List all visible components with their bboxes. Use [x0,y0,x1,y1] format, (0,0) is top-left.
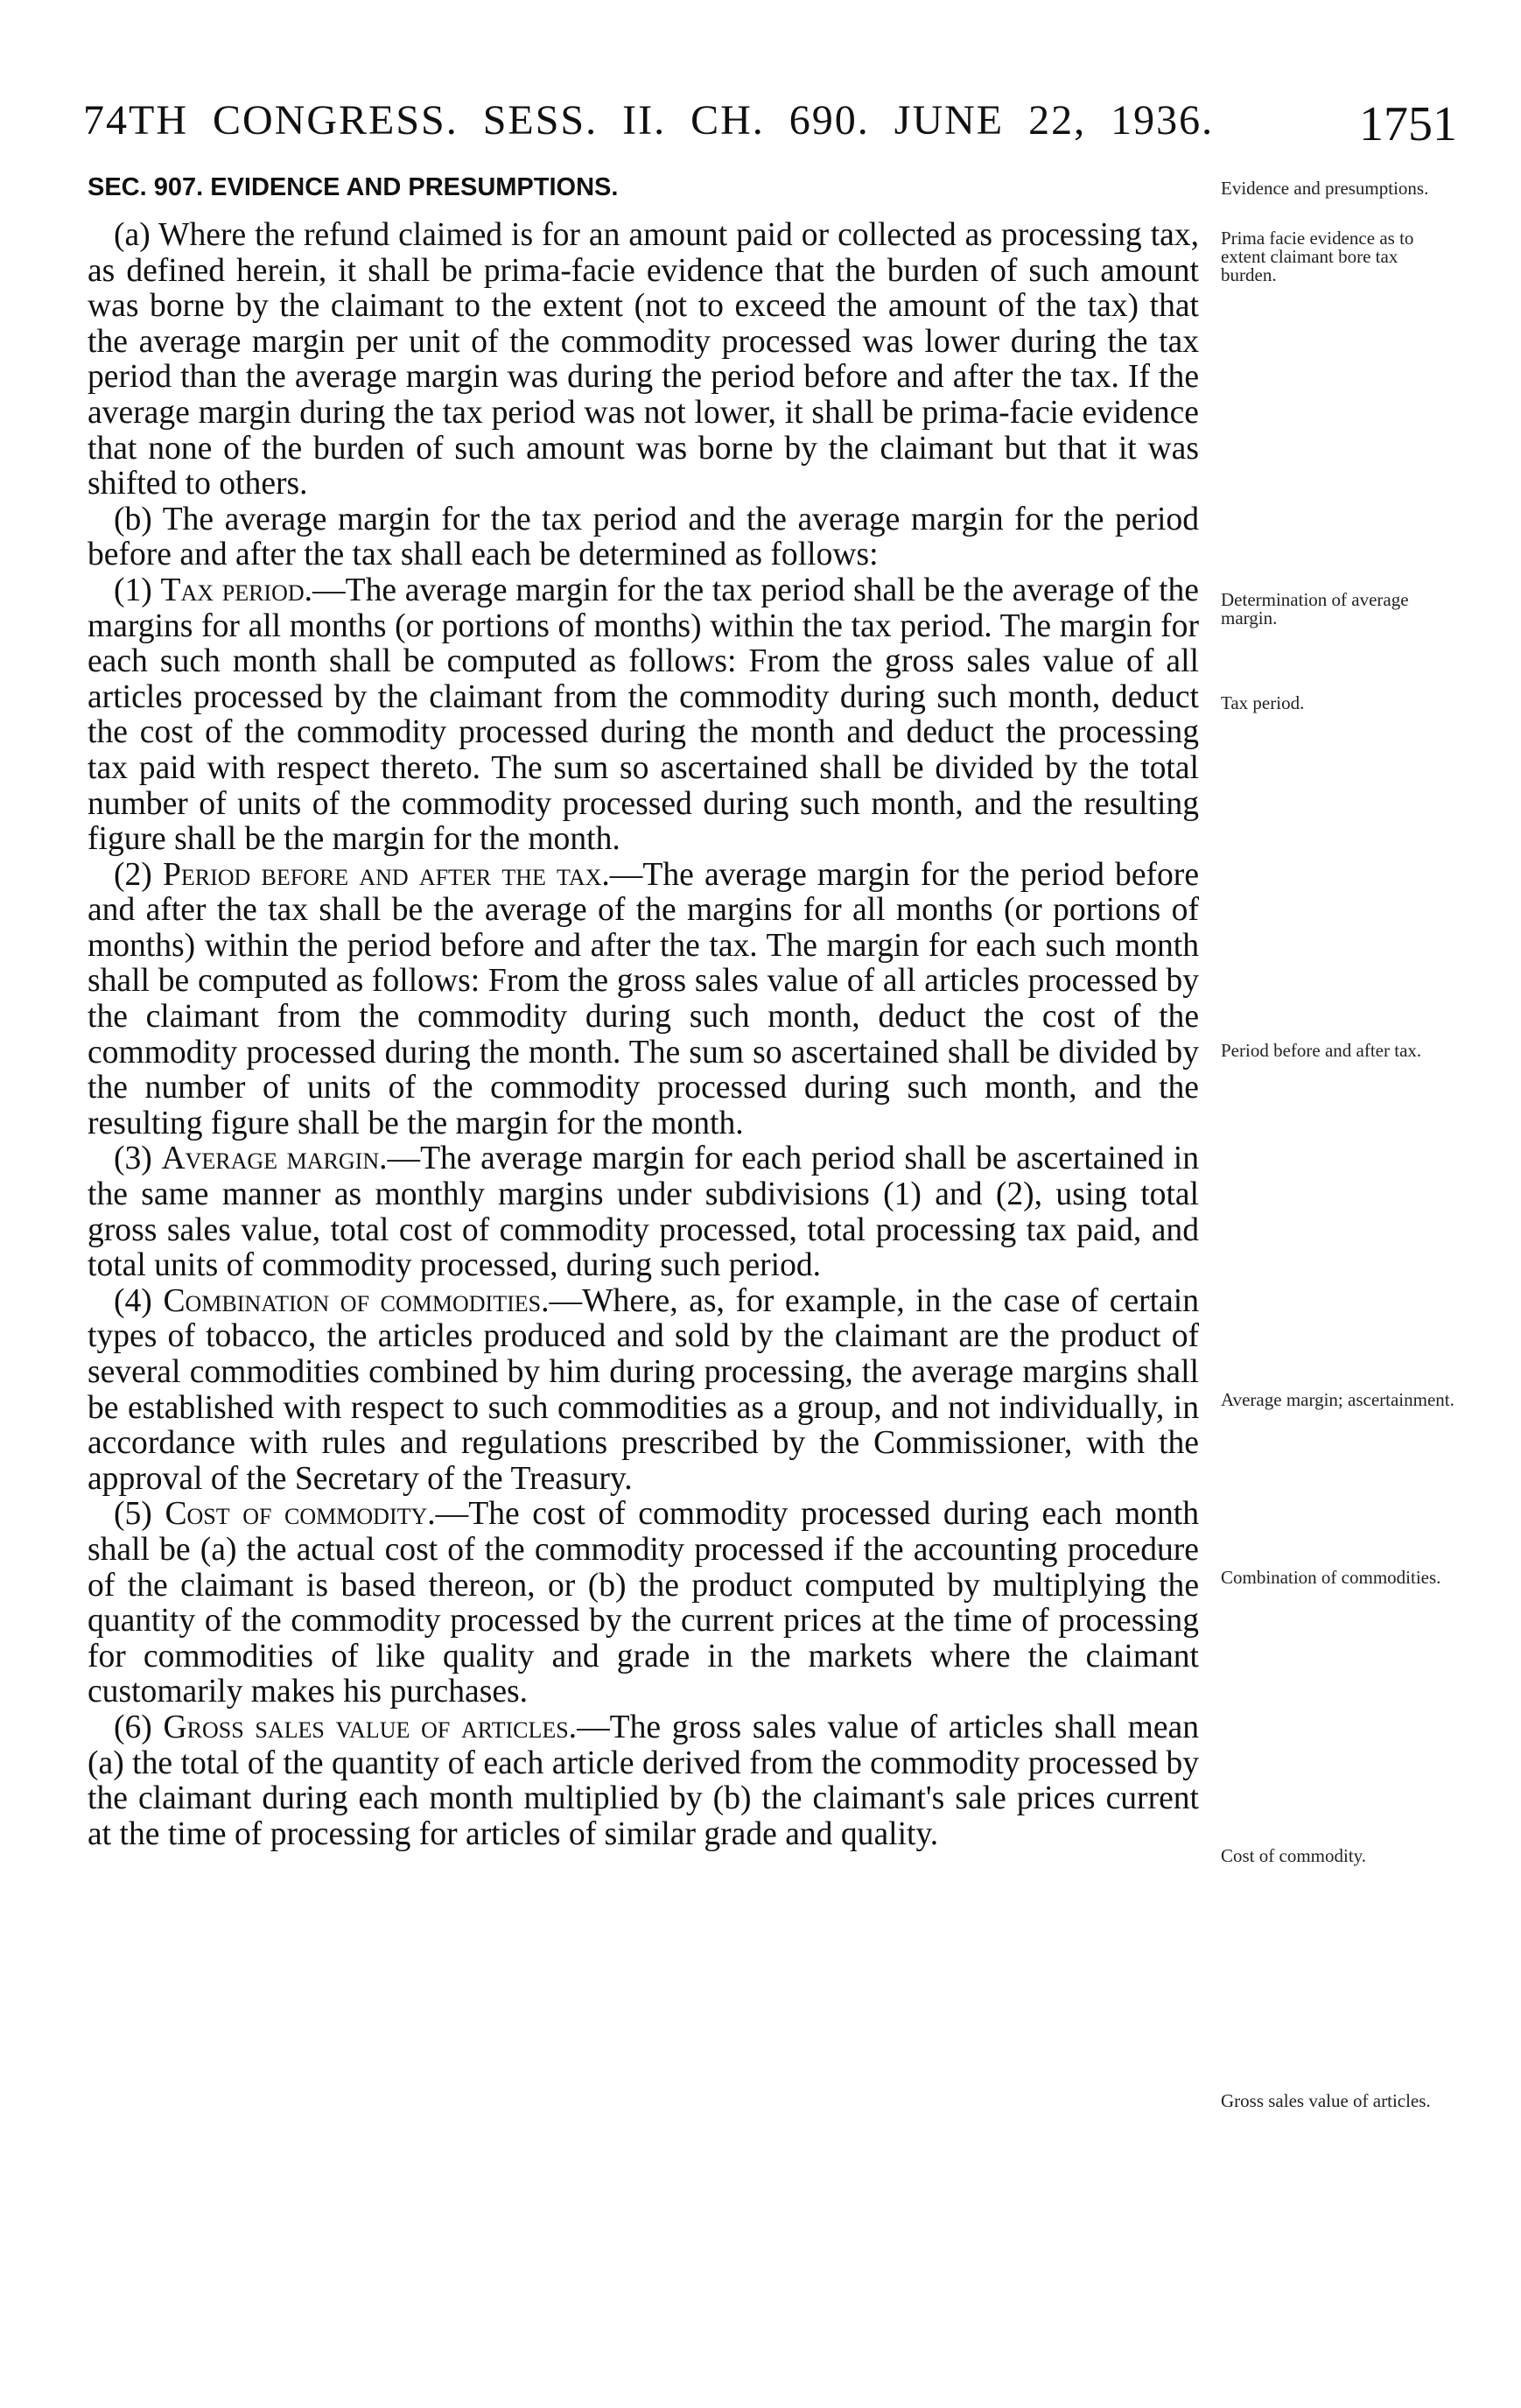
subparagraph-4 [88,1284,1199,1498]
margin-note-cost: Cost of commodity. [1221,1845,1367,1866]
subparagraph-3-number: (3) [114,1141,152,1177]
subparagraph-1-text: —The average margin for the tax period shall be the average of the margins for all months (or portions of months) within the tax period. The margin for each such month shall be computed as follows: From the gross sales value of all articles processed by the claimant from the commodity during such month, deduct the cost of the commodity processed during the month and deduct the processing tax paid with respect thereto. The sum so ascertained shall be divided by the total number of units of the commodity processed during such month, and the resulting figure shall be the margin for the month. [88,572,1199,858]
margin-note-gross-sales: Gross sales value of articles. [1221,2090,1431,2111]
main-text [88,173,1199,1852]
margin-note-determination: Determination of average margin. [1221,589,1409,628]
subparagraph-3-text: —The average margin for each period shall be ascertained in the same manner as monthly margins under subdivisions (1) and (2), using total gross sales value, total cost of commodity processed, total processing tax paid, and total units of commodity processed, during such period. [88,1141,1199,1284]
subparagraph-2-text: —The average margin for the period before and after the tax shall be the average of the margins for all months (or portions of months) within the period before and after the tax. The margin for each such month shall be computed as follows: From the gross sales value of all articles processed by the claimant from the commodity during such month, deduct the cost of the commodity processed during the month. The sum so ascertained shall be divided by the number of units of the commodity processed during such month, and the resulting figure shall be the margin for the month. [88,856,1199,1141]
subparagraph-3-heading: Average margin. [161,1141,388,1177]
margin-note-tax-period: Tax period. [1221,692,1305,713]
subparagraph-6-number: (6) [114,1709,152,1745]
subparagraph-6 [88,1710,1199,1852]
subparagraph-4-number: (4) [114,1282,152,1319]
subparagraph-2 [88,858,1199,1142]
margin-note-period-before-after: Period before and after tax. [1221,1040,1422,1061]
margin-note-prima-facie: Prima facie evidence as to extent claimant bore tax burden. [1221,228,1414,285]
subparagraph-2-heading: Period before and after the tax. [163,856,610,893]
subparagraph-5-number: (5) [114,1496,152,1533]
page-number: 1751 [1359,97,1457,151]
subparagraph-6-heading: Gross sales value of articles. [163,1709,578,1745]
subparagraph-1-number: (1) [114,572,152,608]
subparagraph-1 [88,573,1199,858]
subparagraph-2-number: (2) [114,856,152,893]
margin-note-combination: Combination of commodities. [1221,1567,1441,1588]
subparagraph-3 [88,1141,1199,1283]
running-head [83,96,1457,158]
margin-note-average-margin: Average margin; ascertainment. [1221,1389,1454,1410]
subparagraph-6-text: —The gross sales value of articles shall mean (a) the total of the quantity of each article derived from the commodity processed by the claimant during each month multiplied by (b) the claimant's sale prices current at the time of processing for articles of similar grade and quality. [88,1709,1199,1852]
paragraph-a: (a) Where the refund claimed is for an amount paid or collected as processing tax, as defined herein, it shall be prima-facie evidence that the burden of such amount was borne by the claimant to the extent (not to exceed the amount of the tax) that the average margin per unit of the commodity processed was lower during the tax period than the average margin was during the period before and after the tax. If the average margin during the tax period was not lower, it shall be prima-facie evidence that none of the burden of such amount was borne by the claimant but that it was shifted to others. [88,217,1199,502]
subparagraph-5-text: —The cost of commodity processed during each month shall be (a) the actual cost of the commodity processed if the accounting procedure of the claimant is based thereon, or (b) the product computed by multiplying the quantity of the commodity processed by the current prices at the time of processing for commodities of like quality and grade in the markets where the claimant customarily makes his purchases. [88,1496,1199,1710]
paragraph-b: (b) The average margin for the tax period and the average margin for the period before and after the tax shall each be determined as follows: [88,501,1199,573]
running-head-title: 74TH CONGRESS. SESS. II. CH. 690. JUNE 22, 1936. [83,97,1215,144]
margin-note-evidence: Evidence and presumptions. [1221,178,1429,199]
subparagraph-1-heading: Tax period. [160,572,313,608]
subparagraph-4-heading: Combination of commodities. [163,1282,550,1319]
subparagraph-4-text: —Where, as, for example, in the case of certain types of tobacco, the articles produced and sold by the claimant are the product of several commodities combined by him during processing, the average margins shall be established with respect to such commodities as a group, and not individually, in accordance with rules and regulations prescribed by the Commissioner, with the approval of the Secretary of the Treasury. [88,1282,1199,1497]
section-heading: SEC. 907. EVIDENCE AND PRESUMPTIONS. [88,173,619,201]
subparagraph-5-heading: Cost of commodity. [165,1496,436,1533]
subparagraph-5 [88,1497,1199,1710]
